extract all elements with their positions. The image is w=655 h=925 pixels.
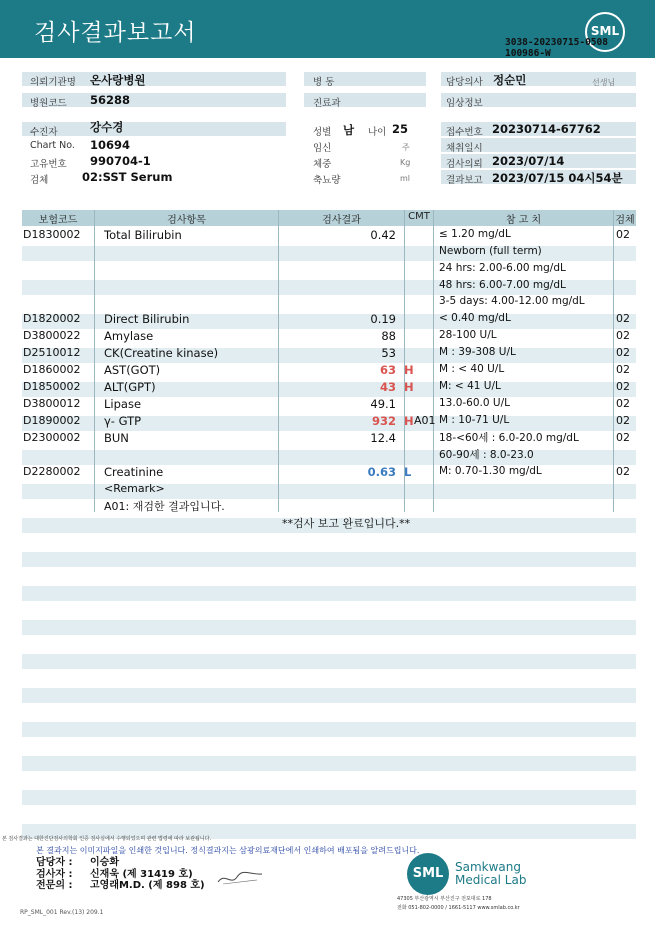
receipt-label: 접수번호 bbox=[446, 127, 483, 138]
column-divider bbox=[613, 210, 614, 512]
specimen-label: 검체 bbox=[30, 175, 49, 186]
remark-text: A01: 재검한 결과입니다. bbox=[104, 500, 225, 513]
age-value: 25 bbox=[392, 122, 409, 136]
row-result: 0.19 bbox=[370, 312, 396, 326]
row-result: 53 bbox=[381, 346, 396, 360]
company-address: 47305 부산광역시 부산진구 전포대로 178 bbox=[397, 896, 492, 902]
row-reference: M : 10-71 U/L bbox=[439, 414, 510, 426]
row-flag-high: H bbox=[404, 380, 414, 394]
row-item: Amylase bbox=[104, 329, 154, 343]
row-specimen: 02 bbox=[616, 414, 630, 427]
report-complete-text: **검사 보고 완료입니다.** bbox=[282, 517, 411, 530]
unique-id-label: 고유번호 bbox=[30, 159, 67, 170]
row-code: D1830002 bbox=[23, 228, 81, 241]
weight-label: 체중 bbox=[313, 159, 332, 170]
hospital-code: 56288 bbox=[90, 93, 131, 107]
sex-value: 남 bbox=[343, 123, 355, 137]
row-code: D1860002 bbox=[23, 363, 81, 376]
row-result: 0.63 bbox=[367, 465, 396, 479]
row-band bbox=[22, 756, 636, 771]
department-label: 진료과 bbox=[313, 98, 341, 109]
row-flag-low: L bbox=[404, 465, 412, 479]
sml-logo: SML bbox=[585, 12, 625, 52]
receipt-number: 20230714-67762 bbox=[492, 122, 601, 136]
row-reference: 13.0-60.0 U/L bbox=[439, 397, 510, 409]
row-result: 932 bbox=[371, 414, 396, 428]
row-reference: 18-<60세 : 6.0-20.0 mg/dL bbox=[439, 432, 579, 444]
row-specimen: 02 bbox=[616, 228, 630, 241]
row-reference: < 0.40 mg/dL bbox=[439, 312, 511, 324]
pregnancy-unit: 주 bbox=[402, 143, 410, 152]
row-reference: 3-5 days: 4.00-12.00 mg/dL bbox=[439, 295, 585, 307]
row-item: Creatinine bbox=[104, 465, 164, 479]
row-band bbox=[22, 586, 636, 601]
clinical-info-label: 임상정보 bbox=[446, 98, 483, 109]
row-specimen: 02 bbox=[616, 312, 630, 325]
row-item: AST(GOT) bbox=[104, 363, 161, 377]
row-result: 63 bbox=[379, 363, 396, 377]
row-specimen: 02 bbox=[616, 380, 630, 393]
row-code: D2280002 bbox=[23, 465, 81, 478]
doctor-label: 담당의사 bbox=[446, 77, 483, 88]
row-band bbox=[22, 450, 636, 465]
row-code: D2300002 bbox=[23, 431, 81, 444]
header-specimen: 검체 bbox=[615, 215, 635, 226]
chart-number: 10694 bbox=[90, 138, 131, 152]
row-item: CK(Creatine kinase) bbox=[104, 346, 219, 360]
row-flag-high: H bbox=[404, 363, 414, 377]
company-phone: 전화 051-802-0000 / 1661-5117 www.smlab.co.kr bbox=[397, 905, 520, 911]
row-band bbox=[22, 654, 636, 669]
row-specimen: 02 bbox=[616, 329, 630, 342]
row-reference: 48 hrs: 6.00-7.00 mg/dL bbox=[439, 279, 566, 291]
row-reference: 24 hrs: 2.00-6.00 mg/dL bbox=[439, 262, 566, 274]
row-item: ALT(GPT) bbox=[104, 380, 156, 394]
row-specimen: 02 bbox=[616, 363, 630, 376]
row-code: D1850002 bbox=[23, 380, 81, 393]
examiner: 검사자 : 신재욱 (제 31419 호) bbox=[36, 869, 193, 880]
row-item: Total Bilirubin bbox=[104, 228, 182, 242]
specialist: 전문의 : 고영래M.D. (제 898 호) bbox=[36, 880, 205, 891]
report-date-label: 결과보고 bbox=[446, 175, 483, 186]
row-band bbox=[22, 790, 636, 805]
signature-image bbox=[215, 868, 265, 888]
report-title: 검사결과보고서 bbox=[34, 20, 197, 46]
row-result: 43 bbox=[379, 380, 396, 394]
row-result: 88 bbox=[381, 329, 396, 343]
urine-unit: ml bbox=[400, 174, 411, 183]
info-band bbox=[22, 122, 286, 136]
specimen-value: 02:SST Serum bbox=[82, 170, 173, 184]
urine-label: 축뇨량 bbox=[313, 175, 341, 186]
patient-name: 강수경 bbox=[90, 120, 124, 134]
pregnancy-label: 임신 bbox=[313, 143, 332, 154]
row-flag-high: H bbox=[404, 414, 414, 428]
hospital-name: 온사랑병원 bbox=[90, 73, 146, 87]
remark-title: <Remark> bbox=[104, 482, 165, 495]
header-code: 보험코드 bbox=[38, 215, 78, 226]
row-code: D3800022 bbox=[23, 329, 81, 342]
hospital-code-label: 병원코드 bbox=[30, 98, 67, 109]
column-divider bbox=[433, 210, 434, 512]
row-specimen: 02 bbox=[616, 465, 630, 478]
row-item: BUN bbox=[104, 431, 129, 445]
row-band bbox=[22, 620, 636, 635]
row-band bbox=[22, 722, 636, 737]
row-specimen: 02 bbox=[616, 431, 630, 444]
patient-label: 수진자 bbox=[30, 127, 58, 138]
row-reference: M: < 41 U/L bbox=[439, 380, 501, 392]
row-band bbox=[22, 246, 636, 261]
row-reference: Newborn (full term) bbox=[439, 245, 542, 257]
request-date: 2023/07/14 bbox=[492, 154, 565, 168]
row-result: 12.4 bbox=[370, 431, 396, 445]
row-code: D1890002 bbox=[23, 414, 81, 427]
row-item: Lipase bbox=[104, 397, 142, 411]
row-specimen: 02 bbox=[616, 346, 630, 359]
row-reference: M : < 40 U/L bbox=[439, 363, 505, 375]
image-notice: 본 결과지는 이미지파일을 인쇄한 것입니다. 정식결과지는 삼광의료재단에서 인쇄하여 배포됨을 알려드립니다. bbox=[36, 846, 420, 855]
tiny-note: 본 검사결과는 대한진단검사의학회 인증 검사실에서 수행되었으며 관련 법령에 따라 보관됩니다. bbox=[2, 836, 212, 842]
hospital-label: 의뢰기관명 bbox=[30, 77, 76, 88]
header-cmt: CMT bbox=[408, 211, 430, 222]
company-logo: SML bbox=[407, 853, 449, 895]
row-band bbox=[22, 688, 636, 703]
row-reference: M: 0.70-1.30 mg/dL bbox=[439, 465, 542, 477]
header-item: 검사항목 bbox=[167, 215, 206, 226]
form-code: RP_SML_001 Rev.(13) 209.1 bbox=[20, 909, 104, 916]
ward-label: 병 동 bbox=[313, 77, 335, 88]
chart-label: Chart No. bbox=[30, 140, 75, 151]
row-item: γ- GTP bbox=[104, 414, 142, 428]
header-result: 검사결과 bbox=[322, 215, 361, 226]
row-code: D2510012 bbox=[23, 346, 81, 359]
header-reference: 참 고 치 bbox=[505, 215, 542, 226]
staff-person: 담당자 : 이승화 bbox=[36, 857, 119, 868]
column-divider bbox=[278, 210, 279, 512]
report-number: 3038-20230715-0508 100986-W bbox=[505, 37, 608, 59]
row-result: 0.42 bbox=[370, 228, 396, 242]
company-name: Samkwang Medical Lab bbox=[455, 860, 527, 887]
request-label: 검사의뢰 bbox=[446, 159, 483, 170]
doctor-suffix: 선생님 bbox=[592, 78, 616, 87]
column-divider bbox=[94, 210, 95, 512]
row-result: 49.1 bbox=[370, 397, 396, 411]
doctor-name: 정순민 bbox=[493, 73, 527, 87]
collection-label: 채취일시 bbox=[446, 143, 483, 154]
weight-unit: Kg bbox=[400, 158, 411, 167]
row-reference: ≤ 1.20 mg/dL bbox=[439, 228, 511, 240]
row-cmt: A01 bbox=[414, 414, 436, 427]
unique-id: 990704-1 bbox=[90, 154, 151, 168]
row-specimen: 02 bbox=[616, 397, 630, 410]
age-label: 나이 bbox=[368, 127, 387, 138]
row-item: Direct Bilirubin bbox=[104, 312, 190, 326]
row-reference: 28-100 U/L bbox=[439, 329, 497, 341]
row-code: D3800012 bbox=[23, 397, 81, 410]
row-band bbox=[22, 552, 636, 567]
row-reference: M : 39-308 U/L bbox=[439, 346, 516, 358]
row-code: D1820002 bbox=[23, 312, 81, 325]
sex-label: 성별 bbox=[313, 127, 332, 138]
row-reference: 60-90세 : 8.0-23.0 bbox=[439, 449, 534, 461]
report-date: 2023/07/15 04시54분 bbox=[492, 171, 623, 185]
